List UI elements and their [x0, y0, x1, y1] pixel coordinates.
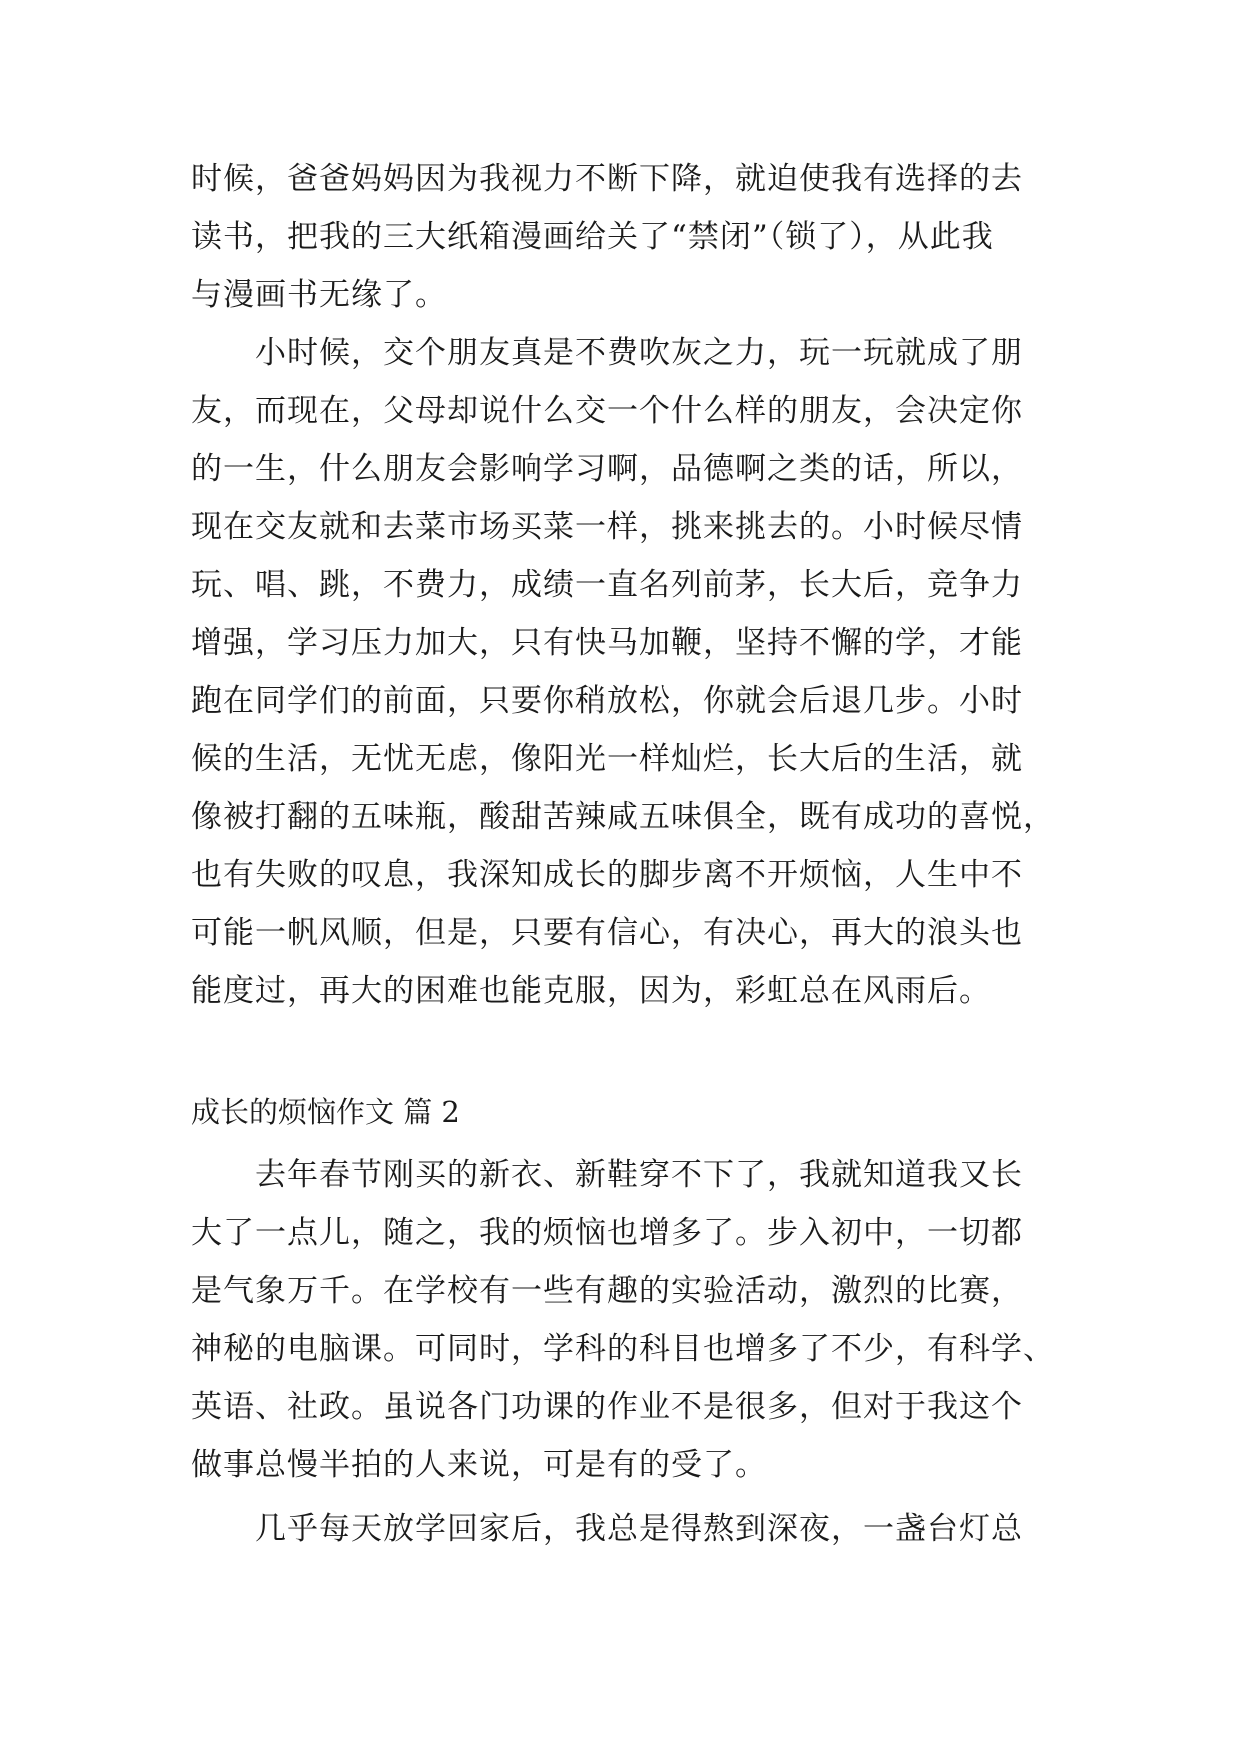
text-line: 跑在同学们的前面，只要你稍放松，你就会后退几步。小时: [191, 683, 1023, 719]
text-line: 可能一帆风顺，但是，只要有信心，有决心，再大的浪头也: [191, 915, 1023, 951]
text-line: 是气象万千。在学校有一些有趣的实验活动，激烈的比赛，: [191, 1273, 1023, 1309]
text-line: 神秘的电脑课。可同时，学科的科目也增多了不少，有科学、: [191, 1331, 1055, 1367]
section-heading: 成长的烦恼作文 篇 2: [191, 1095, 460, 1129]
text-line: 做事总慢半拍的人来说，可是有的受了。: [191, 1447, 767, 1483]
text-line: 现在交友就和去菜市场买菜一样，挑来挑去的。小时候尽情: [191, 509, 1023, 545]
text-line: 与漫画书无缘了。: [191, 277, 447, 313]
text-line: 时候，爸爸妈妈因为我视力不断下降，就迫使我有选择的去: [191, 161, 1023, 197]
text-line: 大了一点儿，随之，我的烦恼也增多了。步入初中，一切都: [191, 1215, 1023, 1251]
intro-paragraph: [191, 150, 1061, 324]
text-line: 的一生，什么朋友会影响学习啊，品德啊之类的话，所以，: [191, 451, 1023, 487]
paragraph-1: [191, 324, 1061, 1020]
text-line: 候的生活，无忧无虑，像阳光一样灿烂，长大后的生活，就: [191, 741, 1023, 777]
text-line: 读书，把我的三大纸箱漫画给关了“禁闭”（锁了），从此我: [191, 219, 994, 255]
text-line: 增强，学习压力加大，只有快马加鞭，坚持不懈的学，才能: [191, 625, 1023, 661]
section-heading-block: [191, 1082, 1061, 1142]
text-line: 几乎每天放学回家后，我总是得熬到深夜，一盏台灯总: [191, 1511, 1023, 1547]
text-line: 能度过，再大的困难也能克服，因为，彩虹总在风雨后。: [191, 973, 991, 1009]
paragraph-3: [191, 1500, 1061, 1558]
text-line: 玩、唱、跳，不费力，成绩一直名列前茅，长大后，竞争力: [191, 567, 1023, 603]
text-line: 像被打翻的五味瓶，酸甜苦辣咸五味俱全，既有成功的喜悦，: [191, 799, 1055, 835]
text-line: 小时候，交个朋友真是不费吹灰之力，玩一玩就成了朋: [191, 335, 1023, 371]
text-line: 英语、社政。虽说各门功课的作业不是很多，但对于我这个: [191, 1389, 1023, 1425]
text-line: 友，而现在，父母却说什么交一个什么样的朋友，会决定你: [191, 393, 1023, 429]
text-line: 也有失败的叹息，我深知成长的脚步离不开烦恼，人生中不: [191, 857, 1023, 893]
paragraph-2: [191, 1146, 1061, 1494]
text-line: 去年春节刚买的新衣、新鞋穿不下了，我就知道我又长: [191, 1157, 1023, 1193]
